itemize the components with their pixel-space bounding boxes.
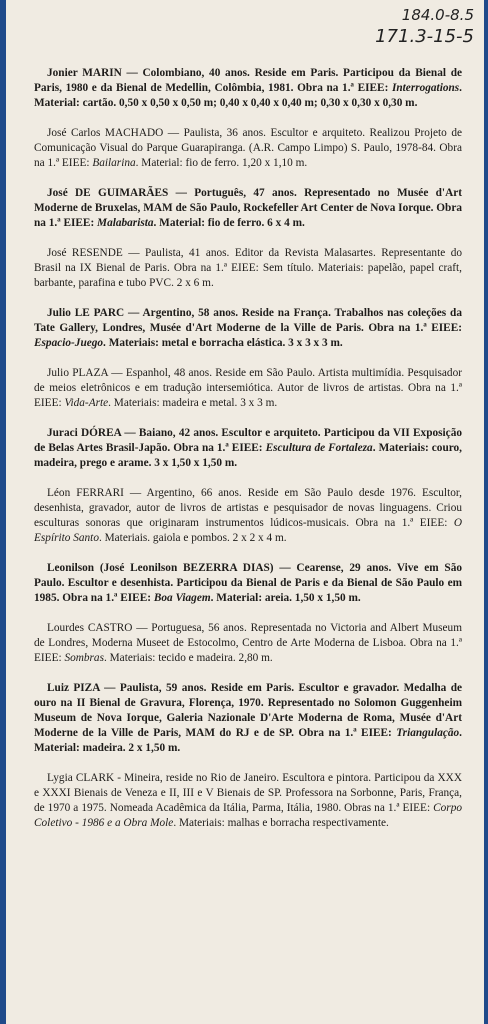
entry-work-title: Bailarina <box>92 157 136 169</box>
document-page <box>6 0 484 1024</box>
entry-text: Jonier MARIN — Colombiano, 40 anos. Reside em Paris. Participou da Bienal de Paris, 1980 e da Bienal de Medellin, Colômbia, 1981. Obra na 1.ª EIEE: <box>34 67 462 94</box>
entry-details: . Materiais: madeira e metal. 3 x 3 m. <box>108 397 278 409</box>
entry-text: Léon FERRARI — Argentino, 66 anos. Reside em São Paulo desde 1976. Escultor, desenhista, gravador, autor de livros de artistas e pesquisador de novas linguagens. Criou esculturas sonoras que originaram instrumentos lúdicos-musicais. Obra na 1.ª EIEE: <box>34 487 462 529</box>
entry-text: Leonilson (José Leonilson BEZERRA DIAS) — Cearense, 29 anos. Vive em São Paulo. Escultor e desenhista. Participou da Bienal de Paris e da Bienal de São Paulo em 1985. Obra na 1.ª EIEE: <box>34 562 462 604</box>
catalog-code-line-2: 171.3-15-5 <box>375 26 474 47</box>
entry-text: José DE GUIMARÃES — Português, 47 anos. Representado no Musée d'Art Moderne de Bruxelas, MAM de São Paulo, Rockefeller Art Center de Nova Iorque. Obra na 1.ª EIEE: <box>34 187 462 229</box>
entry-details: . Material: madeira. 2 x 1,50 m. <box>34 727 462 754</box>
entry-work-title: Triangulação <box>396 727 460 739</box>
artist-entry-plaza <box>34 366 462 411</box>
entry-details: . Material: cartão. 0,50 x 0,50 x 0,50 m; 0,40 x 0,40 x 0,40 m; 0,30 x 0,30 x 0,30 m. <box>34 82 462 109</box>
artist-entry-resende <box>34 246 462 291</box>
artist-entry-leonilson <box>34 561 462 606</box>
entry-text: Lourdes CASTRO — Portuguesa, 56 anos. Representada no Victoria and Albert Museum de Londres, Moderna Museet de Estocolmo, Centro de Arte Moderna de Lisboa. Obra na 1.ª EIEE: <box>34 622 462 664</box>
entry-text: José Carlos MACHADO — Paulista, 36 anos. Escultor e arquiteto. Realizou Projeto de Comunicação Visual do Parque Guarapiranga. (A.R. Campo Limpo) S. Paulo, 1978-84. Obra na 1.ª EIEE: <box>34 127 462 169</box>
entry-work-title: Interrogations <box>391 82 460 94</box>
entry-text: José RESENDE — Paulista, 41 anos. Editor da Revista Malasartes. Representante do Brasil na IX Bienal de Paris. Obra na 1.ª EIEE: Sem título. Materiais: papelão, papel craft, barbante, parafina e tubo PVC. 2 x 6 m. <box>34 247 462 289</box>
artist-entry-ferrari <box>34 486 462 546</box>
entry-text: Julio PLAZA — Espanhol, 48 anos. Reside em São Paulo. Artista multimídia. Pesquisador de meios eletrônicos e em tradução intersemiótica. Autor de livros de artistas. Obra na 1.ª EIEE: <box>34 367 462 409</box>
entry-work-title: Sombras <box>64 652 104 664</box>
entry-work-title: O Espírito Santo <box>34 517 462 544</box>
catalog-code-line-1: 184.0-8.5 <box>401 6 474 24</box>
entry-work-title: Espacio-Juego <box>34 337 104 349</box>
entry-details: . Materiais: tecido e madeira. 2,80 m. <box>103 652 273 664</box>
entry-details: . Material: fio de ferro. 1,20 x 1,10 m. <box>135 157 308 169</box>
entry-work-title: Boa Viagem <box>153 592 211 604</box>
entry-work-title: Escultura de Fortaleza <box>265 442 373 454</box>
entry-text: Lygia CLARK - Mineira, reside no Rio de Janeiro. Escultora e pintora. Participou da XXX e XXXI Bienais de Veneza e II, III e V Bienais de SP. Professora na Sorbonne, Paris, França, de 1970 a 1975. Nomeada Acadêmica da Itália, Parma, Itália, 1980. Obras na 1.ª EIEE: <box>34 772 462 814</box>
artist-entry-piza <box>34 681 462 756</box>
artist-entry-machado <box>34 126 462 171</box>
entry-details: . Materiais: couro, madeira, prego e arame. 3 x 1,50 x 1,50 m. <box>34 442 463 469</box>
entry-details: . Materiais: malhas e borracha respectivamente. <box>173 817 389 829</box>
entry-text: Luiz PIZA — Paulista, 59 anos. Reside em Paris. Escultor e gravador. Medalha de ouro na II Bienal de Gravura, Florença, 1970. Representado no Solomon Guggenheim Museum de Nova Iorque, Galeria Nazionale D'Arte Moderna de Roma, Musée d'Art Moderne de la Ville de Paris, MAM do RJ e de SP. Obra na 1.ª EIEE: <box>34 682 462 739</box>
entry-details: . Materiais. gaiola e pombos. 2 x 2 x 4 m. <box>98 532 287 544</box>
catalog-code <box>364 4 474 48</box>
artist-entry-marin <box>34 66 462 111</box>
entry-text: Juraci DÓREA — Baiano, 42 anos. Escultor e arquiteto. Participou da VII Exposição de Belas Artes Brasil-Japão. Obra na 1.ª EIEE: <box>34 427 462 454</box>
entry-work-title: Malabarista <box>97 217 154 229</box>
artist-entry-dorea <box>34 426 462 471</box>
entry-work-title: Vida-Arte <box>64 397 109 409</box>
artist-entry-le-parc <box>34 306 462 351</box>
entry-work-title: Corpo Coletivo - 1986 e a Obra Mole <box>34 802 462 829</box>
entry-text: Julio LE PARC — Argentino, 58 anos. Reside na França. Trabalhos nas coleções da Tate Gallery, Londres, Musée d'Art Moderne de la Ville de Paris. Obra na 1.ª EIEE: <box>34 307 462 334</box>
artist-entry-guimaraes <box>34 186 462 231</box>
artist-entry-castro <box>34 621 462 666</box>
entry-details: . Materiais: metal e borracha elástica. 3 x 3 x 3 m. <box>103 337 343 349</box>
entry-details: . Material: fio de ferro. 6 x 4 m. <box>153 217 305 229</box>
artist-entry-clark <box>34 771 462 831</box>
entry-details: . Material: areia. 1,50 x 1,50 m. <box>210 592 361 604</box>
artist-entries <box>34 66 462 846</box>
